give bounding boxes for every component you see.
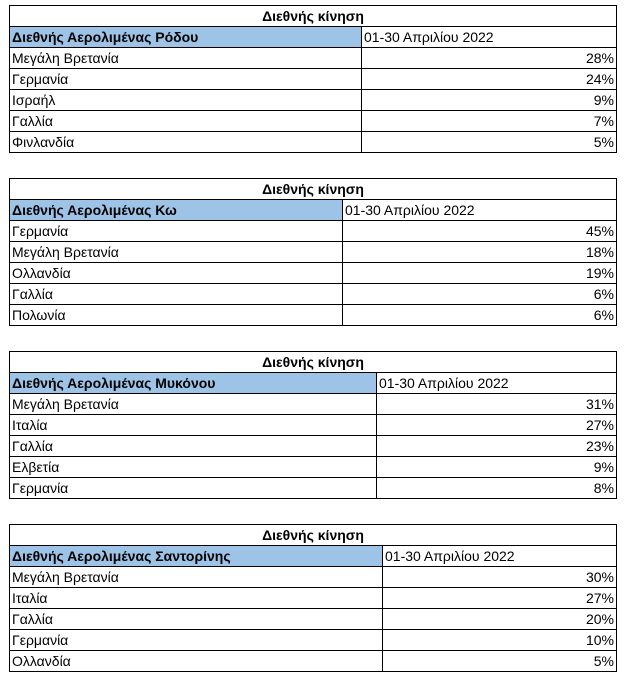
table-row [10,111,617,132]
table-row [10,263,617,284]
country-cell: Γαλλία [10,436,377,457]
traffic-table [9,351,617,499]
table-row [10,305,617,326]
country-cell: Μεγάλη Βρετανία [10,567,383,588]
table-row [10,69,617,90]
country-cell: Πολωνία [10,305,343,326]
table-row [10,478,617,499]
airport-row [10,373,617,394]
airport-row [10,546,617,567]
airport-name: Διεθνής Αερολιμένας Μυκόνου [10,373,377,394]
share-cell: 20% [383,609,617,630]
table-row [10,588,617,609]
table-row [10,630,617,651]
table-header-row [10,352,617,373]
table-row [10,221,617,242]
country-cell: Γαλλία [10,111,362,132]
table-row [10,132,617,153]
table-row [10,415,617,436]
country-cell: Ιταλία [10,588,383,609]
share-cell: 5% [383,651,617,672]
table-row [10,48,617,69]
traffic-table-rhodes [9,5,616,153]
table-row [10,436,617,457]
country-cell: Γερμανία [10,69,362,90]
period-label: 01-30 Απριλίου 2022 [343,200,617,221]
share-cell: 6% [343,305,617,326]
period-label: 01-30 Απριλίου 2022 [383,546,617,567]
period-label: 01-30 Απριλίου 2022 [377,373,617,394]
airport-name: Διεθνής Αερολιμένας Σαντορίνης [10,546,383,567]
country-cell: Γερμανία [10,630,383,651]
airport-name: Διεθνής Αερολιμένας Κω [10,200,343,221]
traffic-table-santorini [9,524,616,672]
share-cell: 6% [343,284,617,305]
country-cell: Ολλανδία [10,263,343,284]
share-cell: 23% [377,436,617,457]
table-row [10,90,617,111]
airport-name: Διεθνής Αερολιμένας Ρόδου [10,27,362,48]
country-cell: Γερμανία [10,221,343,242]
share-cell: 18% [343,242,617,263]
country-cell: Ελβετία [10,457,377,478]
country-cell: Γαλλία [10,284,343,305]
airport-row [10,200,617,221]
table-row [10,284,617,305]
share-cell: 19% [343,263,617,284]
table-header: Διεθνής κίνηση [10,6,617,27]
share-cell: 31% [377,394,617,415]
table-header: Διεθνής κίνηση [10,352,617,373]
country-cell: Φινλανδία [10,132,362,153]
traffic-table-mykonos [9,351,616,499]
table-row [10,242,617,263]
share-cell: 10% [383,630,617,651]
traffic-table [9,5,617,153]
table-row [10,609,617,630]
table-row [10,651,617,672]
country-cell: Ιταλία [10,415,377,436]
share-cell: 5% [362,132,617,153]
share-cell: 7% [362,111,617,132]
table-header-row [10,6,617,27]
share-cell: 27% [383,588,617,609]
share-cell: 24% [362,69,617,90]
table-header: Διεθνής κίνηση [10,525,617,546]
country-cell: Ισραήλ [10,90,362,111]
country-cell: Μεγάλη Βρετανία [10,394,377,415]
table-row [10,457,617,478]
share-cell: 45% [343,221,617,242]
country-cell: Γαλλία [10,609,383,630]
table-row [10,567,617,588]
share-cell: 9% [377,457,617,478]
table-header: Διεθνής κίνηση [10,179,617,200]
country-cell: Μεγάλη Βρετανία [10,242,343,263]
share-cell: 30% [383,567,617,588]
traffic-table-kos [9,178,616,326]
traffic-table [9,524,617,672]
share-cell: 28% [362,48,617,69]
traffic-table [9,178,617,326]
table-header-row [10,525,617,546]
share-cell: 9% [362,90,617,111]
country-cell: Ολλανδία [10,651,383,672]
share-cell: 8% [377,478,617,499]
share-cell: 27% [377,415,617,436]
table-row [10,394,617,415]
country-cell: Γερμανία [10,478,377,499]
period-label: 01-30 Απριλίου 2022 [362,27,617,48]
table-header-row [10,179,617,200]
country-cell: Μεγάλη Βρετανία [10,48,362,69]
airport-row [10,27,617,48]
